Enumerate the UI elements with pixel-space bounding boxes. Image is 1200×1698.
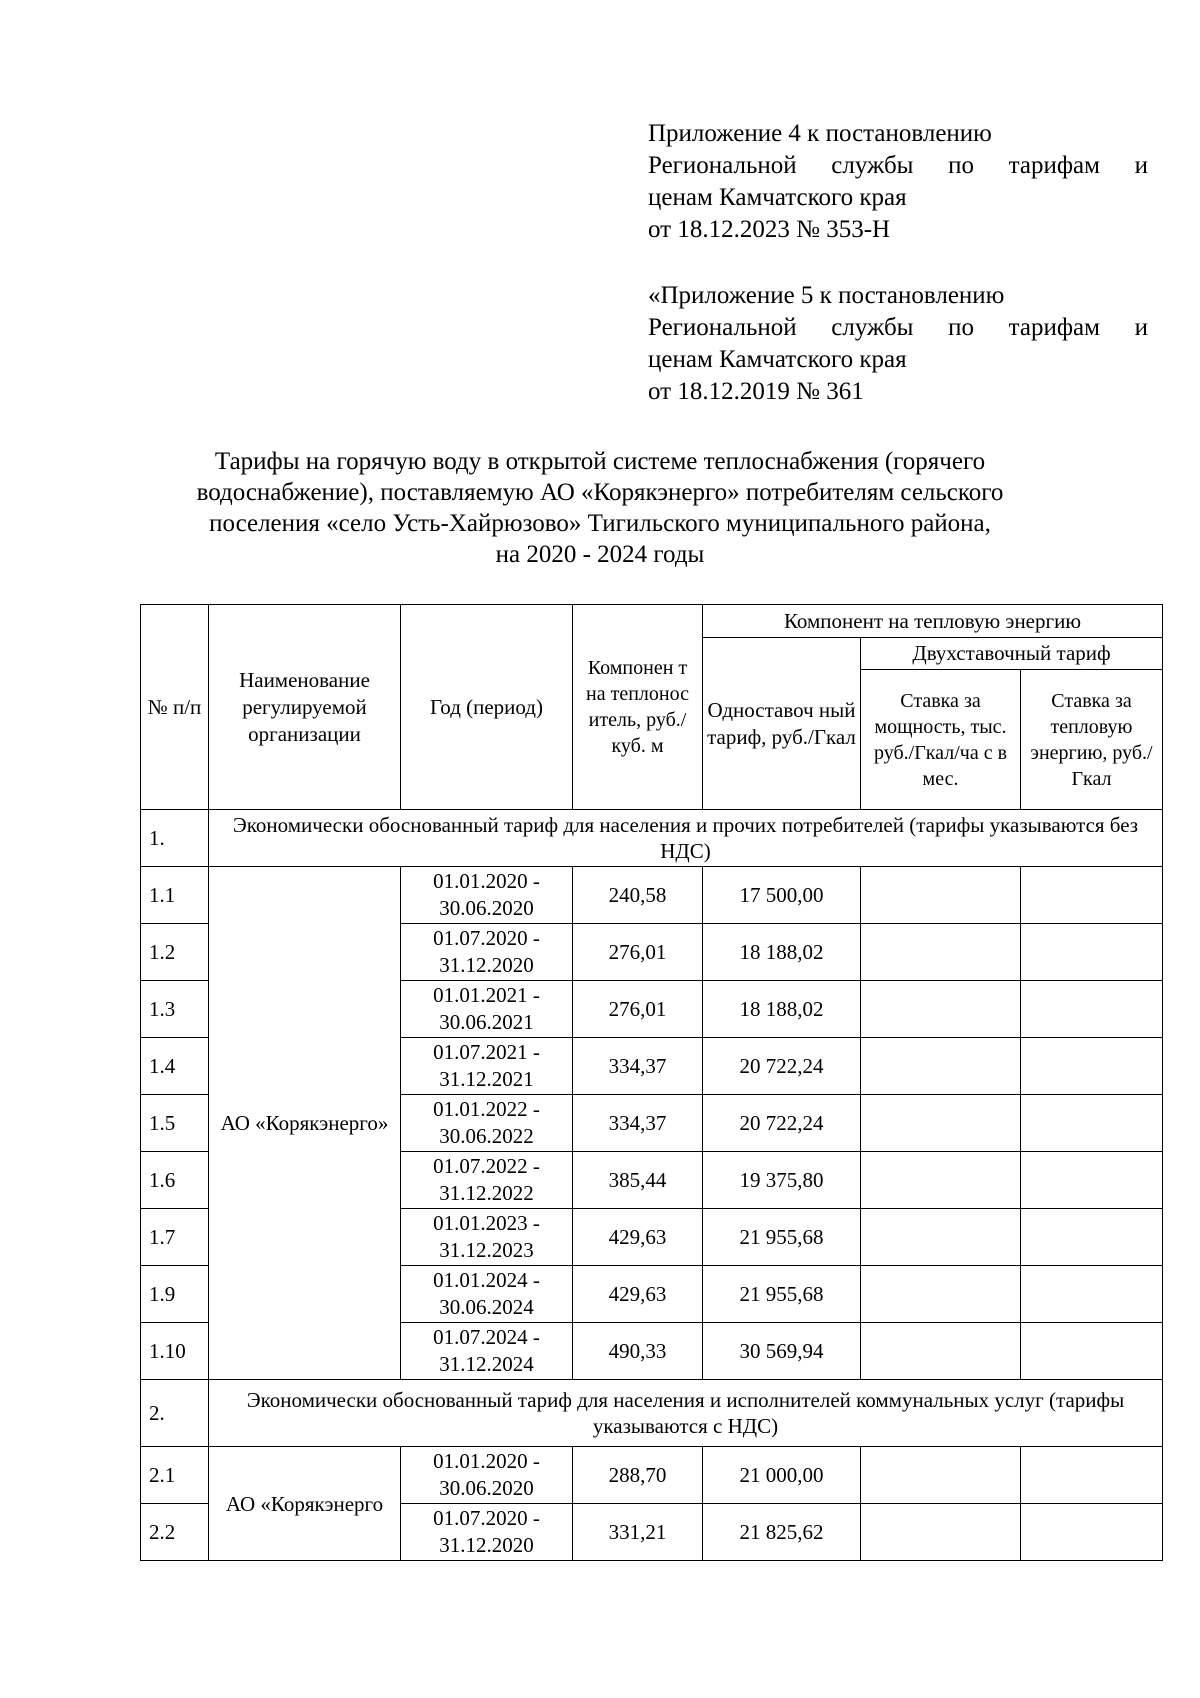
row-single-rate: 21 000,00 [703,1447,861,1504]
row-capacity-rate [861,981,1021,1038]
header-two-rate: Двухставочный тариф [861,638,1163,670]
row-capacity-rate [861,1095,1021,1152]
row-period: 01.07.2022 - 31.12.2022 [401,1152,573,1209]
row-period: 01.01.2024 - 30.06.2024 [401,1266,573,1323]
row-period: 01.07.2021 - 31.12.2021 [401,1038,573,1095]
title-line: Тарифы на горячую воду в открытой системе теплоснабжения (горячего [214,448,986,475]
row-carrier: 276,01 [573,981,703,1038]
row-energy-rate [1021,1447,1163,1504]
row-capacity-rate [861,1266,1021,1323]
row-capacity-rate [861,1152,1021,1209]
title-line: поселения «село Усть-Хайрюзово» Тигильского муниципального района, [209,510,991,537]
row-energy-rate [1021,1095,1163,1152]
header-num: № п/п [141,605,209,810]
row-energy-rate [1021,1504,1163,1561]
row-num: 1.10 [141,1323,209,1380]
table-row [141,867,1163,924]
row-single-rate: 19 375,80 [703,1152,861,1209]
row-energy-rate [1021,867,1163,924]
header-energy-rate: Ставка за тепловую энергию, руб./Гкал [1021,670,1163,810]
row-capacity-rate [861,1447,1021,1504]
appendix-line: ценам Камчатского края [648,346,907,373]
row-num: 2.1 [141,1447,209,1504]
row-carrier: 334,37 [573,1038,703,1095]
row-num: 1.7 [141,1209,209,1266]
row-period: 01.07.2020 - 31.12.2020 [401,924,573,981]
row-carrier: 385,44 [573,1152,703,1209]
row-energy-rate [1021,1323,1163,1380]
row-energy-rate [1021,924,1163,981]
section-num: 2. [141,1380,209,1447]
row-num: 2.2 [141,1504,209,1561]
row-single-rate: 18 188,02 [703,924,861,981]
row-capacity-rate [861,867,1021,924]
appendix-note-current [648,118,1148,246]
row-capacity-rate [861,1323,1021,1380]
row-capacity-rate [861,1209,1021,1266]
header-row [141,605,1163,638]
row-num: 1.5 [141,1095,209,1152]
row-energy-rate [1021,1266,1163,1323]
row-single-rate: 30 569,94 [703,1323,861,1380]
appendix-line: от 18.12.2023 № 353-Н [648,216,891,243]
row-carrier: 334,37 [573,1095,703,1152]
row-capacity-rate [861,924,1021,981]
row-period: 01.07.2024 - 31.12.2024 [401,1323,573,1380]
row-carrier: 429,63 [573,1209,703,1266]
row-period: 01.01.2020 - 30.06.2020 [401,867,573,924]
row-period: 01.01.2023 - 31.12.2023 [401,1209,573,1266]
row-num: 1.2 [141,924,209,981]
row-carrier: 490,33 [573,1323,703,1380]
row-num: 1.3 [141,981,209,1038]
row-energy-rate [1021,1152,1163,1209]
row-energy-rate [1021,981,1163,1038]
appendix-line: Приложение 4 к постановлению [648,120,992,147]
row-single-rate: 17 500,00 [703,867,861,924]
title-line: водоснабжение), поставляемую АО «Корякэнерго» потребителям сельского [196,479,1004,506]
appendix-line: от 18.12.2019 № 361 [648,378,864,405]
section-title: Экономически обоснованный тариф для населения и прочих потребителей (тарифы указываются без НДС) [209,810,1163,867]
document-title [140,446,1060,570]
appendix-line: Региональной службы по тарифам и [648,314,1148,341]
section-title: Экономически обоснованный тариф для населения и исполнителей коммунальных услуг (тарифы указываются с НДС) [209,1380,1163,1447]
row-num: 1.6 [141,1152,209,1209]
row-period: 01.01.2021 - 30.06.2021 [401,981,573,1038]
tariff-table [140,604,1163,1561]
row-num: 1.1 [141,867,209,924]
row-single-rate: 21 955,68 [703,1266,861,1323]
header-single-rate: Одноставоч ный тариф, руб./Гкал [703,638,861,810]
row-energy-rate [1021,1038,1163,1095]
header-carrier: Компонен т на теплонос итель, руб./куб. м [573,605,703,810]
section-row [141,810,1163,867]
row-single-rate: 21 825,62 [703,1504,861,1561]
appendix-line: «Приложение 5 к постановлению [648,282,1005,309]
row-energy-rate [1021,1209,1163,1266]
row-period: 01.07.2020 - 31.12.2020 [401,1504,573,1561]
row-capacity-rate [861,1038,1021,1095]
row-period: 01.01.2020 - 30.06.2020 [401,1447,573,1504]
row-carrier: 288,70 [573,1447,703,1504]
row-single-rate: 21 955,68 [703,1209,861,1266]
row-single-rate: 20 722,24 [703,1038,861,1095]
row-capacity-rate [861,1504,1021,1561]
section-num: 1. [141,810,209,867]
row-carrier: 276,01 [573,924,703,981]
title-line: на 2020 - 2024 годы [495,541,705,568]
row-num: 1.9 [141,1266,209,1323]
appendix-note-original [648,280,1148,408]
row-carrier: 240,58 [573,867,703,924]
row-single-rate: 20 722,24 [703,1095,861,1152]
appendix-line: Региональной службы по тарифам и [648,152,1148,179]
header-org: Наименование регулируемой организации [209,605,401,810]
row-carrier: 331,21 [573,1504,703,1561]
appendix-line: ценам Камчатского края [648,184,907,211]
header-capacity-rate: Ставка за мощность, тыс. руб./Гкал/ча с в мес. [861,670,1021,810]
row-single-rate: 18 188,02 [703,981,861,1038]
row-carrier: 429,63 [573,1266,703,1323]
section-row [141,1380,1163,1447]
row-num: 1.4 [141,1038,209,1095]
org-name: АО «Корякэнерго [209,1447,401,1561]
org-name: АО «Корякэнерго» [209,867,401,1380]
header-period: Год (период) [401,605,573,810]
row-period: 01.01.2022 - 30.06.2022 [401,1095,573,1152]
table-row [141,1447,1163,1504]
header-heat-group: Компонент на тепловую энергию [703,605,1163,638]
